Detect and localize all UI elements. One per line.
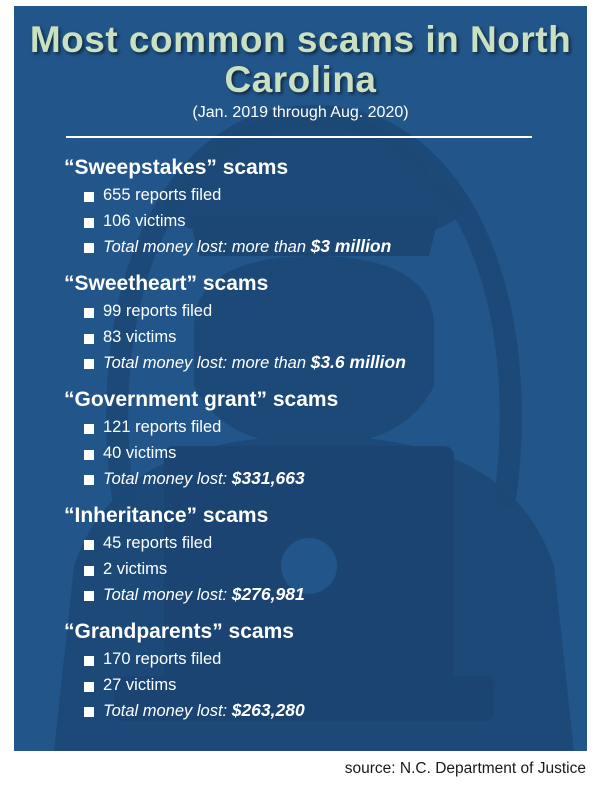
bullet-icon [84,566,94,576]
bullet-icon [84,540,94,550]
item-list [84,531,564,609]
infographic-panel [14,6,587,751]
scam-section-government-grant [64,388,564,493]
scam-section-inheritance [64,504,564,609]
bullet-icon [84,656,94,666]
money-value: $276,981 [231,584,305,604]
list-item [84,673,564,699]
list-item [84,325,564,351]
victims-text: 106 victims [103,211,186,230]
money-label: Total money lost: [103,586,232,604]
money-value: $3 million [310,236,392,256]
subtitle: (Jan. 2019 through Aug. 2020) [192,104,409,121]
bullet-icon [84,450,94,460]
divider [66,136,532,138]
bullet-icon [84,475,94,485]
page-title [14,20,587,100]
victims-text: 27 victims [103,675,177,694]
money-value: $263,280 [231,700,305,720]
source-credit: source: N.C. Department of Justice [344,760,586,777]
scam-section-sweepstakes [64,156,564,261]
section-title: “Government grant” scams [64,388,339,411]
bullet-icon [84,218,94,228]
bullet-icon [84,243,94,253]
scam-section-grandparents [64,620,564,725]
reports-text: 655 reports filed [103,186,222,204]
money-label: Total money lost: [103,470,232,488]
reports-text: 121 reports filed [103,418,222,436]
item-list [84,415,564,493]
victims-text: 40 victims [103,443,177,462]
list-item [84,299,564,325]
list-item [84,441,564,467]
money-label: Total money lost: more than [103,354,311,372]
list-item [84,415,564,441]
list-item [84,466,564,493]
section-title: “Sweetheart” scams [64,272,269,295]
list-item [84,557,564,583]
reports-text: 99 reports filed [103,302,213,320]
bullet-icon [84,707,94,717]
list-item [84,234,564,261]
list-item [84,183,564,209]
victims-text: 83 victims [103,327,177,346]
title-text: Most common scams in North Carolina [29,19,572,100]
victims-text: 2 victims [103,559,168,578]
bullet-icon [84,308,94,318]
bullet-icon [84,591,94,601]
list-item [84,582,564,609]
section-title: “Sweepstakes” scams [64,156,289,179]
reports-text: 45 reports filed [103,534,213,552]
list-item [84,698,564,725]
list-item [84,209,564,235]
bullet-icon [84,424,94,434]
bullet-icon [84,192,94,202]
bullet-icon [84,682,94,692]
item-list [84,183,564,261]
money-label: Total money lost: [103,702,232,720]
list-item [84,647,564,673]
money-value: $331,663 [231,468,305,488]
bullet-icon [84,359,94,369]
list-item [84,531,564,557]
money-label: Total money lost: more than [103,238,311,256]
section-title: “Inheritance” scams [64,504,269,527]
reports-text: 170 reports filed [103,650,222,668]
scam-section-sweetheart [64,272,564,377]
money-value: $3.6 million [310,352,406,372]
section-title: “Grandparents” scams [64,620,294,643]
item-list [84,647,564,725]
bullet-icon [84,334,94,344]
list-item [84,350,564,377]
item-list [84,299,564,377]
